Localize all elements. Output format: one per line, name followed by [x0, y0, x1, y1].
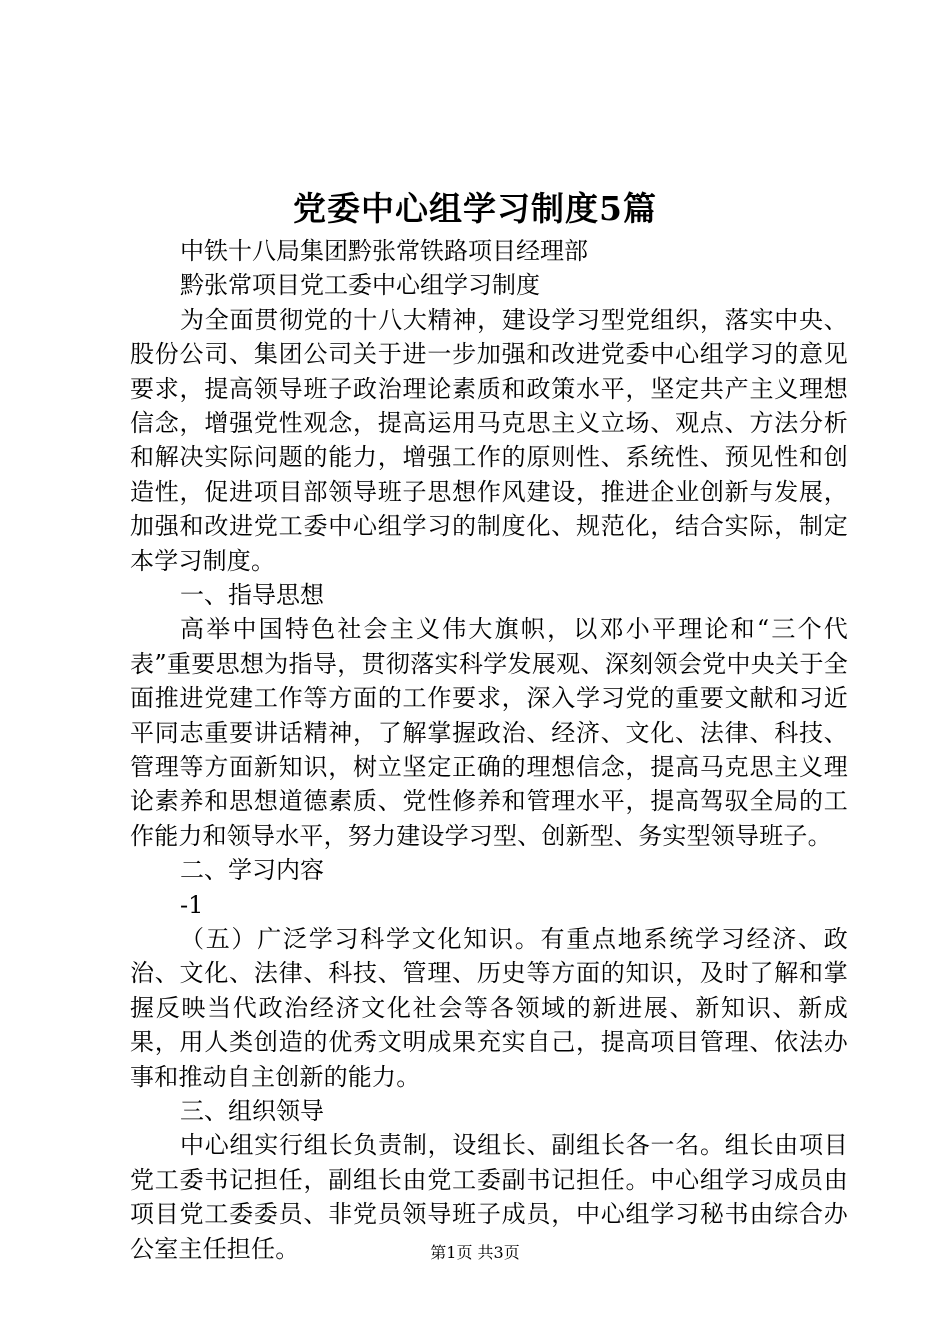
section-3-heading: 三、组织领导	[180, 1097, 324, 1126]
section-2-item-5-paragraph: （五）广泛学习科学文化知识。有重点地系统学习经济、政治、文化、法律、科技、管理、历史等方面的知识，及时了解和掌握反映当代政治经济文化社会等各领域的新进展、新知识、新成果，用人类创造的优秀文明成果充实自己，提高项目管理、依法办事和推动自主创新的能力。	[130, 925, 848, 1091]
section-1-paragraph: 高举中国特色社会主义伟大旗帜，以邓小平理论和“三个代表”重要思想为指导，贯彻落实科学发展观、深刻领会党中央关于全面推进党建工作等方面的工作要求，深入学习党的重要文献和习近平同志重要讲话精神，了解掌握政治、经济、文化、法律、科技、管理等方面新知识，树立坚定正确的理想信念，提高马克思主义理论素养和思想道德素质、党性修养和管理水平，提高驾驭全局的工作能力和领导水平，努力建设学习型、创新型、务实型领导班子。	[130, 615, 848, 850]
section-2-heading: 二、学习内容	[180, 856, 324, 885]
document-body	[130, 234, 848, 1266]
section-1-heading: 一、指导思想	[180, 581, 324, 610]
header-line-1: 中铁十八局集团黔张常铁路项目经理部	[180, 237, 588, 265]
document-title: 党委中心组学习制度5篇	[293, 189, 657, 228]
page-marker: -1	[180, 890, 204, 919]
intro-paragraph: 为全面贯彻党的十八大精神，建设学习型党组织，落实中央、股份公司、集团公司关于进一步加强和改进党委中心组学习的意见要求，提高领导班子政治理论素质和政策水平，坚定共产主义理想信念，增强党性观念，提高运用马克思主义立场、观点、方法分析和解决实际问题的能力，增强工作的原则性、系统性、预见性和创造性，促进项目部领导班子思想作风建设，推进企业创新与发展，加强和改进党工委中心组学习的制度化、规范化，结合实际，制定本学习制度。	[130, 305, 848, 575]
header-line-2: 黔张常项目党工委中心组学习制度	[180, 271, 540, 300]
page-footer: 第1页 共3页	[430, 1243, 520, 1262]
section-3-paragraph: 中心组实行组长负责制，设组长、副组长各一名。组长由项目党工委书记担任，副组长由党工委副书记担任。中心组学习成员由项目党工委委员、非党员领导班子成员，中心组学习秘书由综合办公室主任担任。	[130, 1131, 848, 1263]
